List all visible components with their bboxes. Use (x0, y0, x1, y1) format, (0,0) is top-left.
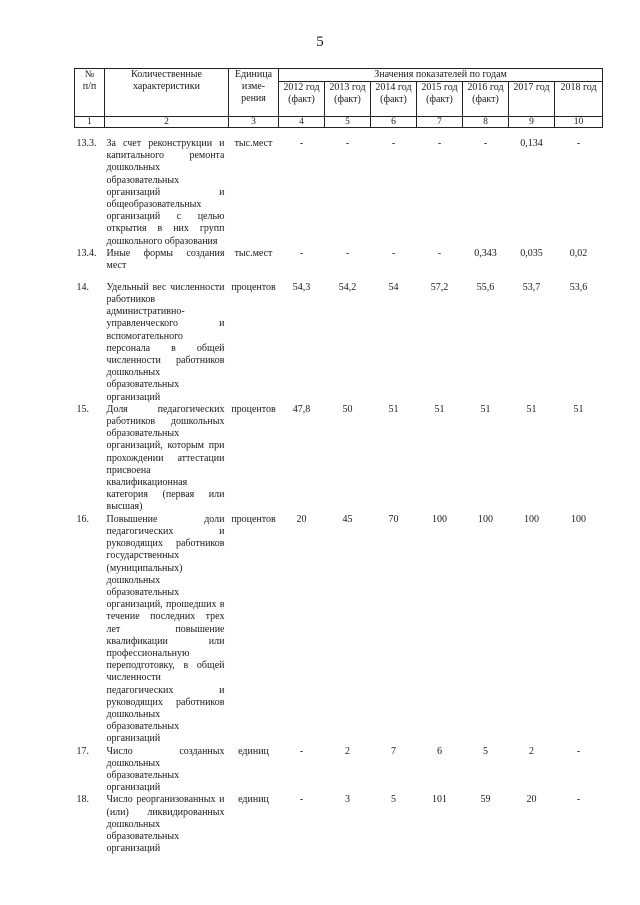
row-characteristic: Доля педагогических работников дошкольных образовательных организаций, которым при прохождении аттестации присвоена квалификационная категория (первая или высшая) (106, 403, 225, 513)
row-number: 13.4. (76, 247, 97, 259)
row-value: 54 (388, 281, 399, 293)
row-value: - (483, 138, 488, 149)
row-value: 7 (391, 745, 396, 757)
row-unit: единиц (238, 745, 269, 757)
row-value: 54,2 (338, 281, 357, 293)
row-value: 100 (524, 513, 539, 525)
indicators-table (74, 68, 603, 855)
header-unit: Единица изме-рения (229, 69, 279, 117)
column-number: 4 (279, 117, 325, 128)
row-value: 70 (388, 513, 399, 525)
table-header (75, 69, 603, 128)
row-value: 45 (342, 513, 353, 525)
row-value: 100 (571, 513, 587, 525)
row-value: 20 (526, 794, 537, 806)
row-value: 5 (391, 794, 396, 806)
row-characteristic: Иные формы создания мест (106, 247, 225, 272)
header-year: 2017 год (509, 82, 555, 117)
row-value: 100 (432, 513, 447, 525)
table-row (75, 746, 603, 795)
header-values-group: Значения показателей по годам (279, 69, 603, 82)
page-number: 5 (316, 34, 324, 50)
row-value: - (299, 745, 304, 757)
row-number: 16. (76, 513, 89, 525)
row-value: - (437, 138, 442, 149)
row-value: 54,3 (292, 281, 311, 293)
header-year: 2014 год (факт) (371, 82, 417, 117)
row-value: 0,343 (474, 247, 497, 259)
column-number: 8 (463, 117, 509, 128)
table-row (75, 404, 603, 514)
table-row (75, 282, 603, 404)
row-value: 57,2 (430, 281, 449, 293)
row-unit: тыс.мест (234, 247, 273, 259)
row-characteristic: За счет реконструкции и капитального ремонта дошкольных образовательных организаций и общеобразовательных организаций с целью открытия в них групп дошкольного образования (106, 138, 225, 247)
row-unit: процентов (231, 403, 276, 415)
column-number: 7 (417, 117, 463, 128)
row-value: 2 (345, 745, 350, 757)
column-number: 10 (555, 117, 603, 128)
row-number: 13.3. (76, 138, 97, 149)
row-characteristic: Число созданных дошкольных образовательных организаций (106, 745, 225, 794)
row-unit: тыс.мест (234, 138, 273, 149)
row-value: - (391, 138, 396, 149)
row-value: 3 (345, 794, 350, 806)
table-body (75, 128, 603, 856)
row-value: 47,8 (292, 403, 311, 415)
row-value: 20 (296, 513, 307, 525)
header-year: 2018 год (555, 82, 603, 117)
row-unit: единиц (238, 794, 269, 806)
row-value: - (576, 138, 581, 149)
column-number: 6 (371, 117, 417, 128)
column-number: 3 (229, 117, 279, 128)
header-characteristics: Количественные характеристики (105, 69, 229, 117)
table-row (75, 794, 603, 855)
header-year: 2012 год (факт) (279, 82, 325, 117)
row-value: - (299, 138, 304, 149)
row-value: - (299, 794, 304, 806)
row-value: 51 (480, 403, 491, 415)
row-value: 0,134 (520, 138, 543, 149)
table-row (75, 248, 603, 282)
row-number: 17. (76, 745, 89, 757)
header-year: 2013 год (факт) (325, 82, 371, 117)
row-value: 101 (432, 794, 447, 806)
row-value: 51 (573, 403, 584, 415)
header-num: № п/п (75, 69, 105, 117)
row-value: - (391, 247, 396, 259)
row-value: 53,6 (569, 281, 588, 293)
row-characteristic: Удельный вес численности работников административно-управленческого и вспомогательного персонала в общей численности работников дошкольных образовательных организаций (106, 281, 225, 403)
row-unit: процентов (231, 513, 276, 525)
row-value: 51 (434, 403, 445, 415)
header-year: 2015 год (факт) (417, 82, 463, 117)
column-number: 1 (75, 117, 105, 128)
row-value: 51 (388, 403, 399, 415)
row-value: 2 (529, 745, 534, 757)
row-value: 53,7 (522, 281, 541, 293)
row-characteristic: Число реорганизованных и (или) ликвидированных дошкольных образовательных организаций (106, 794, 225, 855)
row-value: - (437, 247, 442, 259)
row-unit: процентов (231, 281, 276, 293)
row-value: 50 (342, 403, 353, 415)
row-value: - (345, 247, 350, 259)
table-row (75, 514, 603, 746)
row-value: 0,02 (569, 247, 588, 259)
row-value: - (345, 138, 350, 149)
row-value: 100 (478, 513, 493, 525)
column-number: 5 (325, 117, 371, 128)
column-number: 2 (105, 117, 229, 128)
row-number: 14. (76, 281, 89, 293)
row-number: 18. (76, 794, 89, 806)
row-value: 55,6 (476, 281, 495, 293)
row-value: 0,035 (520, 247, 543, 259)
column-number-row (75, 117, 603, 128)
table-row (75, 128, 603, 248)
row-value: 5 (483, 745, 488, 757)
row-value: - (576, 745, 581, 757)
row-value: 6 (437, 745, 442, 757)
row-value: 51 (526, 403, 537, 415)
column-number: 9 (509, 117, 555, 128)
row-value: - (576, 794, 581, 806)
header-year: 2016 год (факт) (463, 82, 509, 117)
row-characteristic: Повышение доли педагогических и руководящих работников государственных (муниципальных) дошкольных образовательных организаций, прошедших в течение последних трех лет повышение квалификации или профессиональную переподготовку, в общей численности педагогических и руководящих работников дошкольных образовательных организаций (106, 513, 225, 745)
row-value: - (299, 247, 304, 259)
row-value: 59 (480, 794, 491, 806)
row-number: 15. (76, 403, 89, 415)
